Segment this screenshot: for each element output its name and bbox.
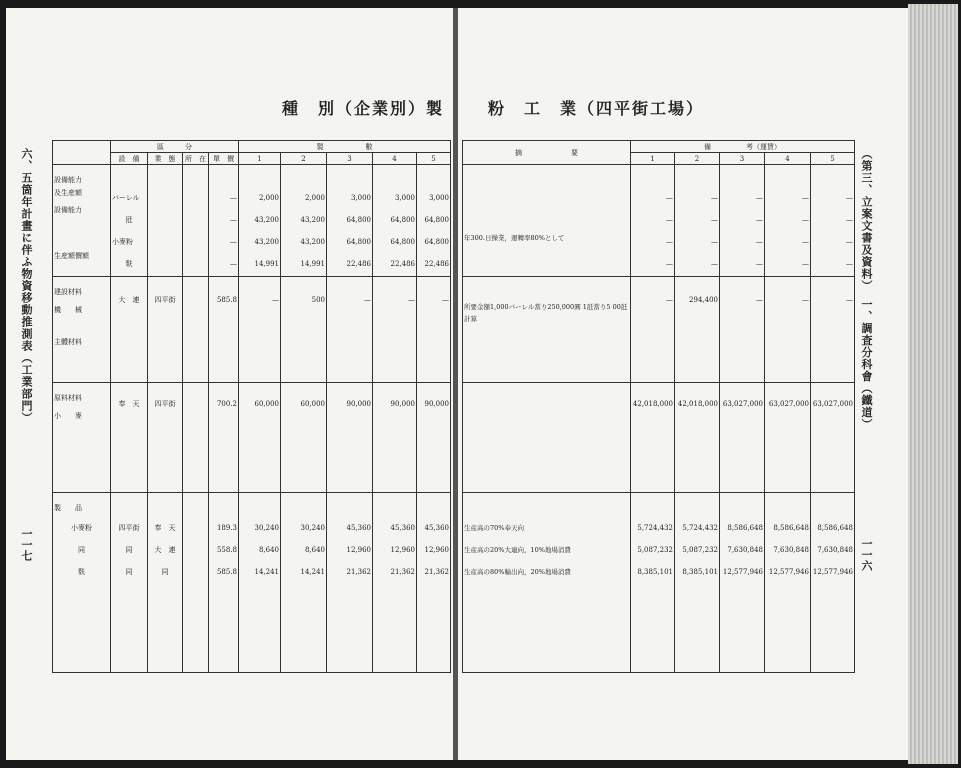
value: 14,991: [254, 260, 279, 268]
value: 294,400: [689, 296, 718, 304]
value: —: [846, 260, 853, 268]
year-header: 2: [675, 153, 720, 165]
right-data-table: [462, 140, 855, 673]
year-header: 5: [811, 153, 855, 165]
value: 8,385,101: [637, 568, 673, 576]
value-cell: [373, 277, 417, 383]
value: 8,640: [304, 546, 325, 554]
unit-label: 小麥粉: [112, 238, 133, 246]
value: 42,018,000: [632, 400, 673, 408]
value: 63,027,000: [722, 400, 763, 408]
note-text: 生産高の70%奉天向: [464, 524, 524, 532]
price-value: 189.3: [216, 524, 237, 532]
value-cell: [720, 383, 765, 493]
value: 60,000: [300, 400, 325, 408]
value-cell: [281, 277, 327, 383]
value: 64,800: [424, 216, 450, 224]
value: 21,362: [390, 568, 415, 576]
price-cell: [209, 383, 239, 493]
header-seizou: 製 數: [239, 141, 451, 153]
note-cell: [463, 493, 631, 673]
value: 64,800: [390, 216, 415, 224]
value: —: [711, 238, 718, 246]
value: 14,241: [254, 568, 279, 576]
left-header-blank: [53, 141, 111, 165]
unit-label: 瓩: [125, 216, 133, 224]
value-cell: [765, 493, 811, 673]
value: —: [756, 260, 763, 268]
row-label: 同: [78, 546, 85, 554]
unit-label: 麩: [125, 260, 133, 268]
dest-cell: [148, 277, 183, 383]
origin-value: 同: [125, 568, 133, 576]
block-label: 製 品: [54, 504, 82, 512]
value: —: [711, 216, 718, 224]
dest-value: 同: [161, 568, 169, 576]
value: 14,241: [300, 568, 325, 576]
value-cell: [417, 165, 451, 277]
value-cell: [373, 383, 417, 493]
value-cell: [765, 277, 811, 383]
value-cell: [327, 383, 373, 493]
value: 3,000: [394, 194, 415, 202]
value: —: [408, 296, 415, 304]
empty-cell: [148, 165, 183, 277]
left-data-table: [52, 140, 451, 673]
value-cell: [281, 493, 327, 673]
value: —: [846, 194, 853, 202]
right-page-title: 粉 工 業（四平街工場）: [488, 99, 705, 118]
value: —: [666, 238, 673, 246]
origin-value: 大 連: [118, 296, 140, 304]
value-cell: [373, 165, 417, 277]
price-value: —: [230, 238, 237, 246]
value: 64,800: [390, 238, 415, 246]
year-header: 2: [281, 153, 327, 165]
block-label: 設備能力: [54, 176, 82, 184]
value: —: [802, 216, 809, 224]
value: —: [364, 296, 371, 304]
block-label: 建設材料: [54, 288, 82, 296]
block-extra-label: 主體材料: [54, 338, 82, 346]
dest-value: 奉 天: [154, 524, 176, 532]
value-cell: [327, 165, 373, 277]
value: 5,087,232: [637, 546, 673, 554]
value-cell: [239, 277, 281, 383]
row-label: 小麥粉: [71, 524, 92, 532]
value: —: [666, 194, 673, 202]
value: 21,362: [346, 568, 371, 576]
value: —: [802, 296, 809, 304]
value: —: [666, 296, 673, 304]
year-header: 5: [417, 153, 451, 165]
value: 63,027,000: [812, 400, 853, 408]
origin-cell: [111, 277, 148, 383]
value: 7,630,848: [773, 546, 809, 554]
value-cell: [765, 383, 811, 493]
row-label: 設備能力: [54, 206, 82, 214]
value-cell: [675, 165, 720, 277]
year-header: 3: [720, 153, 765, 165]
value-cell: [417, 493, 451, 673]
value: 22,486: [390, 260, 415, 268]
value: 45,360: [346, 524, 371, 532]
value: —: [756, 238, 763, 246]
value: 5,087,232: [682, 546, 718, 554]
value-cell: [239, 493, 281, 673]
value: 43,200: [300, 216, 325, 224]
value: 5,724,432: [682, 524, 718, 532]
price-cell: [209, 165, 239, 277]
value: —: [802, 238, 809, 246]
value: 12,960: [424, 546, 450, 554]
block-label: 及生産額: [54, 189, 82, 197]
value: 64,800: [424, 238, 450, 246]
value: 14,991: [300, 260, 325, 268]
block-label-products: [53, 493, 111, 673]
empty-cell: [183, 493, 209, 673]
value-cell: [631, 383, 675, 493]
value: —: [711, 194, 718, 202]
year-header: 1: [631, 153, 675, 165]
value: —: [846, 216, 853, 224]
value: —: [846, 238, 853, 246]
value: —: [756, 216, 763, 224]
value: 12,577,946: [768, 568, 809, 576]
price-value: 558.8: [216, 546, 237, 554]
left-side-heading: 六、五箇年計畫に伴ふ物資移動推測表（工業部門）: [20, 148, 33, 424]
value: —: [442, 296, 450, 304]
value-cell: [720, 277, 765, 383]
price-value: 585.8: [216, 568, 237, 576]
value: 12,960: [390, 546, 415, 554]
price-value: 585.8: [216, 296, 237, 304]
value: 64,800: [346, 216, 371, 224]
value-cell: [765, 165, 811, 277]
header-gyoutai: 業 態: [148, 153, 183, 165]
value: 8,586,648: [773, 524, 809, 532]
value-cell: [281, 383, 327, 493]
value: —: [272, 296, 279, 304]
value: 30,240: [300, 524, 325, 532]
block-label: 原料材料: [54, 394, 82, 402]
value: 30,240: [254, 524, 279, 532]
value: —: [666, 260, 673, 268]
value: 500: [311, 296, 325, 304]
value: 45,360: [390, 524, 415, 532]
header-bikou: 備 考（運賃）: [631, 141, 855, 153]
origin-cell: [111, 493, 148, 673]
price-value: 700.2: [216, 400, 237, 408]
right-page-number: 一一六: [860, 538, 873, 571]
value: 5,724,432: [637, 524, 673, 532]
page-edges: [908, 4, 958, 764]
value: —: [846, 296, 853, 304]
dest-cell: [148, 493, 183, 673]
block-label: 機 械: [54, 306, 82, 314]
value-cell: [373, 493, 417, 673]
unit-cell: [111, 165, 148, 277]
value-cell: [631, 277, 675, 383]
value: 60,000: [254, 400, 279, 408]
origin-value: 同: [125, 546, 133, 554]
note-text: 生産高の80%輸出向，20%地場消費: [464, 568, 571, 576]
note-text: 所要金額1,000バーレル當り250,000圓 1瓩當り5 00瓩計算: [464, 303, 628, 323]
row-label: 麩: [78, 568, 85, 576]
value: 3,000: [428, 194, 450, 202]
value: 43,200: [254, 216, 279, 224]
value: 3,000: [350, 194, 371, 202]
value: 2,000: [258, 194, 279, 202]
value: —: [756, 194, 763, 202]
value: 8,586,648: [727, 524, 763, 532]
value-cell: [675, 277, 720, 383]
value-cell: [327, 277, 373, 383]
value-cell: [811, 277, 855, 383]
value: 8,586,648: [817, 524, 853, 532]
empty-cell: [183, 383, 209, 493]
header-shozai: 所 在: [183, 153, 209, 165]
value-cell: [327, 493, 373, 673]
year-header: 4: [765, 153, 811, 165]
block-label-capacity: [53, 165, 111, 277]
value-cell: [239, 165, 281, 277]
origin-cell: [111, 383, 148, 493]
value-cell: [720, 493, 765, 673]
value-cell: [281, 165, 327, 277]
header-setsubi: 設 備: [111, 153, 148, 165]
value-cell: [239, 383, 281, 493]
origin-value: 四平街: [118, 524, 140, 532]
note-cell: [463, 165, 631, 277]
price-value: —: [230, 216, 237, 224]
year-header: 4: [373, 153, 417, 165]
value-cell: [417, 277, 451, 383]
value-cell: [631, 165, 675, 277]
right-side-heading: （第三、立案文書及資料） 一、調査分科會（鐵道）: [860, 148, 873, 431]
value: 22,486: [424, 260, 450, 268]
value: 43,200: [254, 238, 279, 246]
value: 12,577,946: [812, 568, 853, 576]
value: 21,362: [424, 568, 450, 576]
dest-value: 大 連: [154, 546, 176, 554]
empty-cell: [183, 165, 209, 277]
value: 90,000: [346, 400, 371, 408]
value: 22,486: [346, 260, 371, 268]
year-header: 3: [327, 153, 373, 165]
value: 64,800: [346, 238, 371, 246]
value-cell: [811, 383, 855, 493]
value: —: [666, 216, 673, 224]
note-text: 年300.日操業，運轉率80%として: [464, 234, 565, 242]
value: —: [756, 296, 763, 304]
left-page-title: 種 別（企業別）製: [282, 99, 445, 118]
block-label: 小 麥: [54, 412, 82, 420]
value-cell: [675, 383, 720, 493]
value: 12,960: [346, 546, 371, 554]
value: 45,360: [424, 524, 450, 532]
value: 90,000: [390, 400, 415, 408]
value: 42,018,000: [677, 400, 718, 408]
note-cell: [463, 277, 631, 383]
header-tanka: 單 價: [209, 153, 239, 165]
price-value: —: [230, 260, 237, 268]
value: 8,640: [258, 546, 279, 554]
value: 2,000: [304, 194, 325, 202]
value: 7,630,848: [727, 546, 763, 554]
dest-value: 四平街: [154, 400, 176, 408]
price-cell: [209, 493, 239, 673]
year-header: 1: [239, 153, 281, 165]
header-tekiyou: 摘 要: [463, 141, 631, 165]
origin-value: 奉 天: [118, 400, 140, 408]
price-cell: [209, 277, 239, 383]
value-cell: [417, 383, 451, 493]
value: —: [802, 260, 809, 268]
row-label: 生産額價額: [54, 252, 89, 260]
note-text: 生産高の20%大連向，10%地場消費: [464, 546, 571, 554]
value: 8,385,101: [682, 568, 718, 576]
value-cell: [811, 493, 855, 673]
value-cell: [720, 165, 765, 277]
unit-label: バーレル: [112, 194, 140, 202]
value: 7,630,848: [817, 546, 853, 554]
value-cell: [811, 165, 855, 277]
value: —: [711, 260, 718, 268]
value: —: [802, 194, 809, 202]
value: 12,577,946: [722, 568, 763, 576]
dest-value: 四平街: [154, 296, 176, 304]
block-label-raw: [53, 383, 111, 493]
value: 90,000: [424, 400, 450, 408]
left-page-number: 一一七: [20, 528, 33, 561]
value: 63,027,000: [768, 400, 809, 408]
value: 43,200: [300, 238, 325, 246]
dest-cell: [148, 383, 183, 493]
empty-cell: [183, 277, 209, 383]
block-label-construction: [53, 277, 111, 383]
price-value: —: [230, 194, 237, 202]
value-cell: [675, 493, 720, 673]
note-cell: [463, 383, 631, 493]
header-kubun: 區 分: [111, 141, 239, 153]
value-cell: [631, 493, 675, 673]
